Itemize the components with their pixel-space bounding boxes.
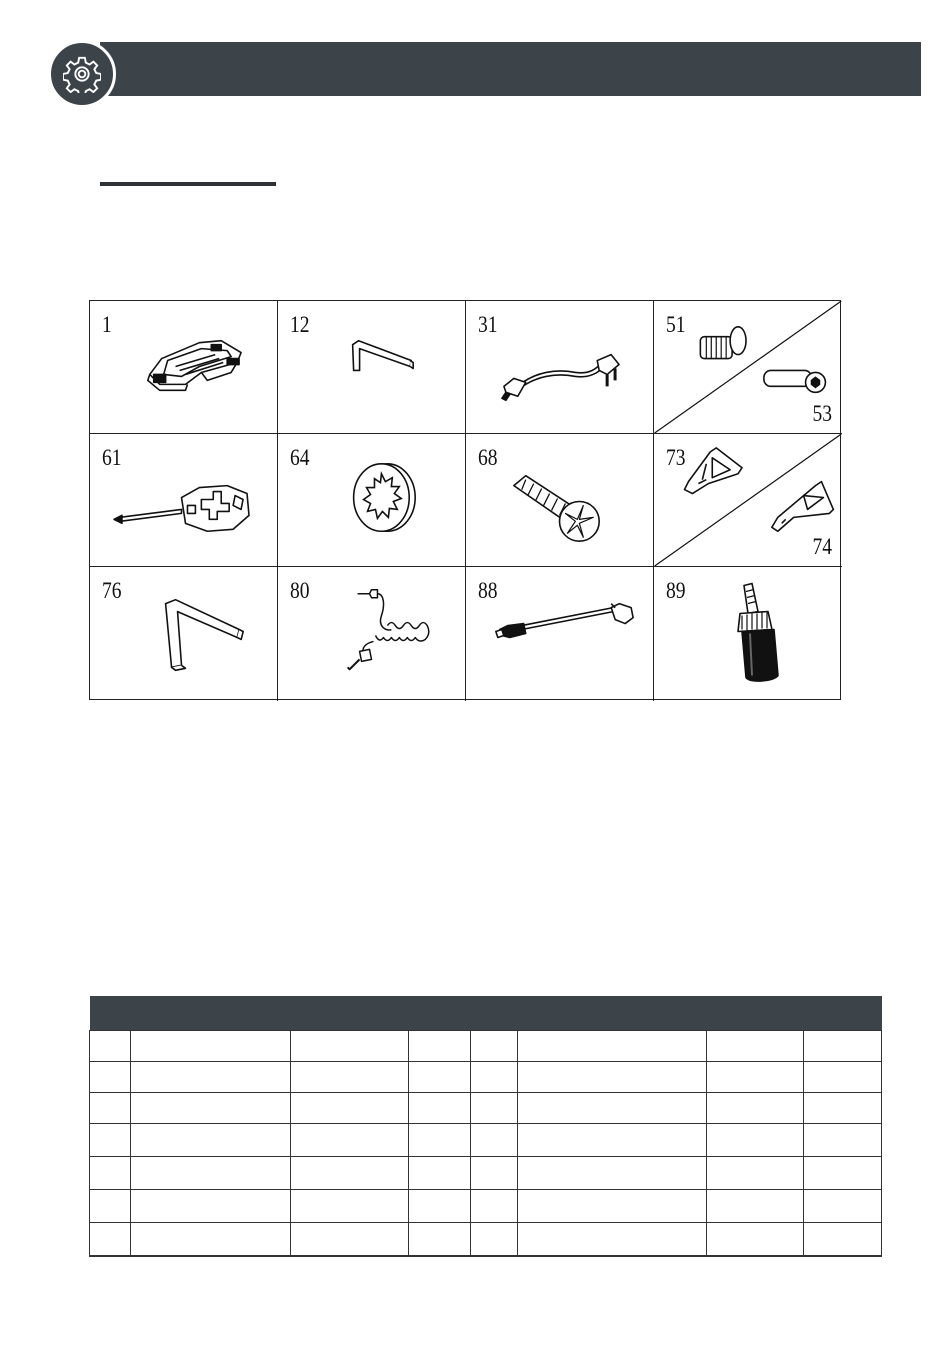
part-number: 1 [102,312,112,337]
table-row [90,1062,882,1093]
table-cell [518,1190,707,1223]
table-cell [409,1031,471,1062]
table-cell [707,1190,804,1223]
table-cell [471,1223,518,1257]
table-cell [804,1157,882,1190]
table-row [90,1031,882,1062]
large-hex-key-icon [90,567,277,701]
part-cell [466,567,654,701]
part-number-secondary: 53 [812,401,832,426]
multi-tool-screwdriver-icon [90,434,277,566]
table-cell [90,1093,131,1124]
part-number: 31 [478,312,498,337]
part-cell [278,567,466,701]
table-cell [90,1223,131,1257]
table-cell [518,1093,707,1124]
cross-head-screw-icon [466,434,653,566]
table-cell [707,1124,804,1157]
table-cell [90,1031,131,1062]
table-cell [90,1124,131,1157]
power-cable-icon [466,301,653,433]
table-cell [291,1157,409,1190]
table-cell [707,1157,804,1190]
table-cell [291,1031,409,1062]
table-cell [409,1093,471,1124]
table-cell [131,1062,291,1093]
part-number: 73 [666,445,686,470]
table-cell [518,1031,707,1062]
table-cell [291,1124,409,1157]
table-cell [518,1062,707,1093]
table-cell [131,1190,291,1223]
table-cell [804,1223,882,1257]
coiled-audio-cable-icon [278,567,465,701]
table-row [90,1223,882,1257]
part-cell [90,434,278,567]
part-cell [466,301,654,434]
table-cell [707,1062,804,1093]
gear-icon [63,55,101,93]
table-cell [804,1190,882,1223]
part-cell [90,301,278,434]
table-cell [804,1031,882,1062]
header-bar [100,42,921,96]
part-cell [654,567,842,701]
table-cell [291,1190,409,1223]
brackets-73-74-icon [654,434,842,566]
table-cell [707,1093,804,1124]
table-header-row [90,996,882,1031]
table-header [90,996,882,1031]
table-cell [707,1031,804,1062]
parts-grid [89,300,841,700]
part-number: 89 [666,578,686,603]
part-number: 76 [102,578,122,603]
table-cell [131,1223,291,1257]
table-cell [90,1190,131,1223]
table-cell [804,1062,882,1093]
part-cell [654,301,842,434]
screws-51-53-icon [654,301,842,433]
table-row [90,1124,882,1157]
table-cell [471,1124,518,1157]
table-cell [90,1157,131,1190]
part-cell [466,434,654,567]
table-cell [471,1031,518,1062]
part-number: 61 [102,445,122,470]
table-cell [131,1124,291,1157]
section-title-underline [100,182,276,186]
lubricant-bottle-icon [654,567,842,701]
table-cell [409,1124,471,1157]
table-cell [471,1062,518,1093]
table-cell [131,1093,291,1124]
header-badge [48,40,116,108]
table-cell [409,1157,471,1190]
table-cell [518,1124,707,1157]
sensor-wire-icon [466,567,653,701]
table-cell [804,1124,882,1157]
table-cell [409,1190,471,1223]
part-number: 12 [290,312,310,337]
table-cell [291,1223,409,1257]
table-cell [518,1157,707,1190]
part-number: 68 [478,445,498,470]
table-row [90,1157,882,1190]
part-cell [278,301,466,434]
part-number: 88 [478,578,498,603]
part-cell [654,434,842,567]
table-cell [707,1223,804,1257]
table-cell [518,1223,707,1257]
part-number: 64 [290,445,310,470]
table-row [90,1190,882,1223]
table-row [90,1093,882,1124]
table-cell [409,1223,471,1257]
table-cell [471,1190,518,1223]
table-cell [291,1093,409,1124]
table-cell [131,1031,291,1062]
part-number: 51 [666,312,686,337]
table-cell [291,1062,409,1093]
table-cell [471,1093,518,1124]
lock-washer-icon [278,434,465,566]
part-cell [278,434,466,567]
part-number-secondary: 74 [812,534,832,559]
table-cell [804,1093,882,1124]
headset-stand-icon [90,301,277,433]
part-cell [90,567,278,701]
table-cell [471,1157,518,1190]
part-number: 80 [290,578,310,603]
table-cell [409,1062,471,1093]
small-hex-key-icon [278,301,465,433]
table-cell [90,1062,131,1093]
parts-table [89,996,882,1257]
table-cell [131,1157,291,1190]
